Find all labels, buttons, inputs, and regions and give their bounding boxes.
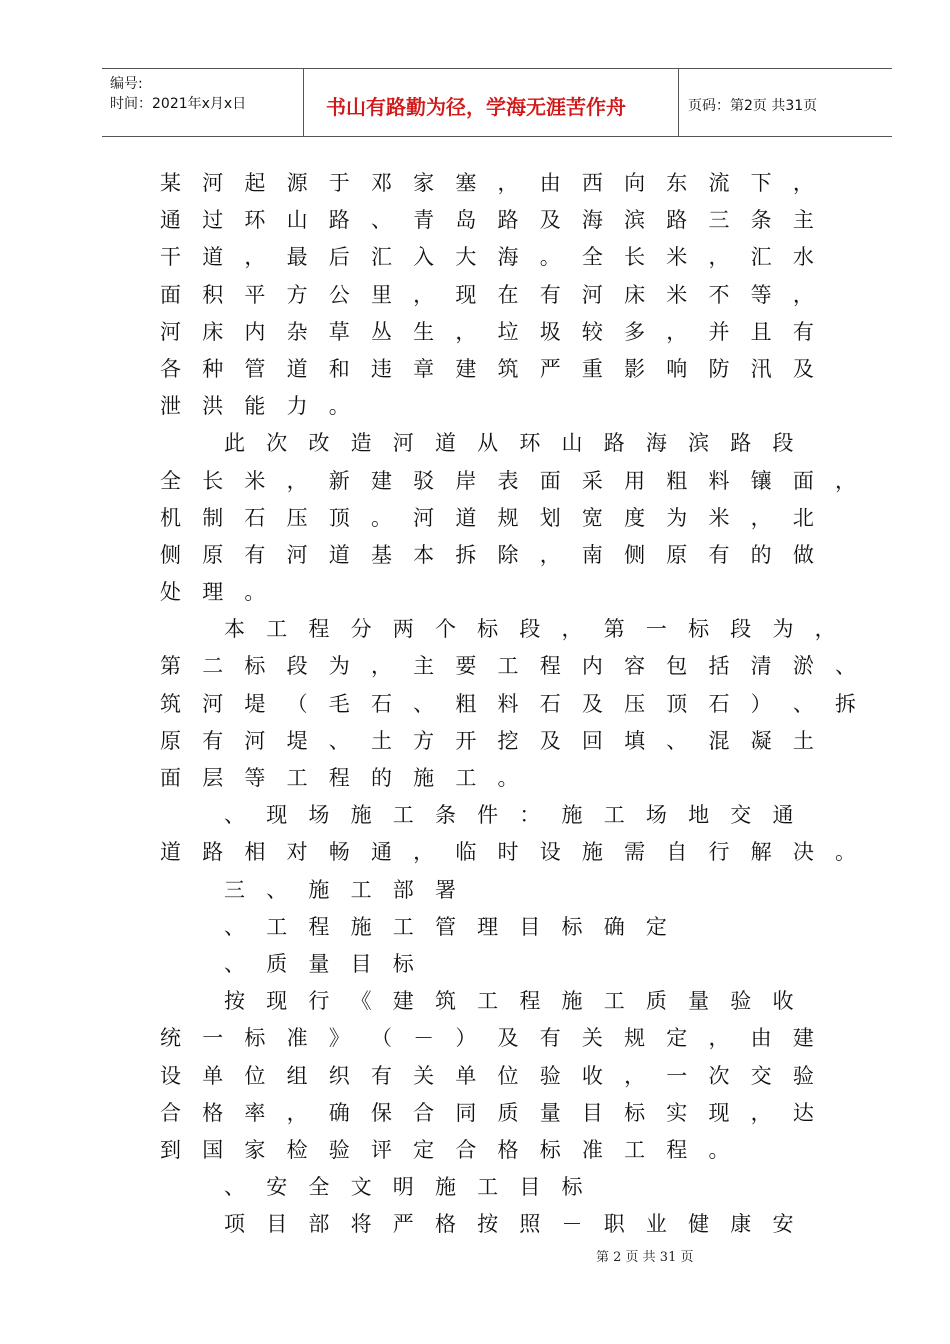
header-page-info: 页码：第2页 共31页 — [688, 98, 818, 114]
paragraph-line: 、 安 全 文 明 施 工 目 标 — [224, 1175, 583, 1200]
paragraph-line: 面 积 平 方 公 里 ， 现 在 有 河 床 米 不 等 ， — [160, 282, 814, 307]
paragraph-line: 通 过 环 山 路 、 青 岛 路 及 海 滨 路 三 条 主 — [160, 208, 814, 233]
paragraph-line: 原 有 河 堤 、 土 方 开 挖 及 回 填 、 混 凝 土 — [160, 728, 814, 753]
header-divider — [303, 69, 304, 136]
paragraph-line: 、 工 程 施 工 管 理 目 标 确 定 — [224, 914, 667, 939]
paragraph-line: 面 层 等 工 程 的 施 工 。 — [160, 766, 519, 790]
paragraph-line: 设 单 位 组 织 有 关 单 位 验 收 ， 一 次 交 验 — [160, 1063, 814, 1088]
header-divider — [678, 69, 679, 136]
paragraph-line: 此 次 改 造 河 道 从 环 山 路 海 滨 路 段 — [224, 431, 794, 456]
paragraph-line: 项 目 部 将 严 格 按 照 － 职 业 健 康 安 — [224, 1212, 794, 1237]
paragraph-line: 某 河 起 源 于 邓 家 塞 ， 由 西 向 东 流 下 ， — [160, 171, 814, 195]
paragraph-line: 侧 原 有 河 道 基 本 拆 除 ， 南 侧 原 有 的 做 — [160, 542, 814, 567]
paragraph-line: 处 理 。 — [160, 580, 266, 605]
paragraph-line: 机 制 石 压 顶 。 河 道 规 划 宽 度 为 米 ， 北 — [160, 505, 814, 530]
document-date-label: 时间：2021年x月x日 — [110, 96, 247, 112]
paragraph-line: 、 现 场 施 工 条 件 ： 施 工 场 地 交 通 — [224, 803, 794, 828]
paragraph-line: 统 一 标 准 》 （ － ） 及 有 关 规 定 ， 由 建 — [160, 1026, 814, 1051]
document-body — [160, 168, 860, 1246]
page-header — [102, 68, 892, 137]
paragraph-line: 干 道 ， 最 后 汇 入 大 海 。 全 长 米 ， 汇 水 — [160, 245, 814, 270]
paragraph-line: 到 国 家 检 验 评 定 合 格 标 准 工 程 。 — [160, 1137, 730, 1162]
paragraph-line: 本 工 程 分 两 个 标 段 ， 第 一 标 段 为 ， — [224, 617, 836, 642]
paragraph-line: 按 现 行 《 建 筑 工 程 施 工 质 量 验 收 — [224, 989, 794, 1014]
paragraph-line: 泄 洪 能 力 。 — [160, 394, 350, 419]
paragraph-line: 三 、 施 工 部 署 — [224, 877, 456, 902]
paragraph-line: 筑 河 堤 （ 毛 石 、 粗 料 石 及 压 顶 石 ） 、 拆 — [160, 691, 856, 716]
paragraph-line: 合 格 率 ， 确 保 合 同 质 量 目 标 实 现 ， 达 — [160, 1100, 814, 1125]
paragraph-line: 河 床 内 杂 草 丛 生 ， 垃 圾 较 多 ， 并 且 有 — [160, 319, 814, 344]
paragraph-line: 、 质 量 目 标 — [224, 951, 414, 976]
paragraph-line: 第 二 标 段 为 ， 主 要 工 程 内 容 包 括 清 淤 、 — [160, 654, 856, 679]
paragraph-line: 各 种 管 道 和 违 章 建 筑 严 重 影 响 防 汛 及 — [160, 356, 814, 381]
document-number-label: 编号: — [110, 76, 143, 92]
header-motto: 书山有路勤为径，学海无涯苦作舟 — [326, 95, 626, 119]
paragraph-line: 道 路 相 对 畅 通 ， 临 时 设 施 需 自 行 解 决 。 — [160, 840, 856, 865]
paragraph-line: 全 长 米 ， 新 建 驳 岸 表 面 采 用 粗 料 镶 面 ， — [160, 468, 856, 493]
page-footer: 第 2 页 共 31 页 — [596, 1250, 694, 1265]
